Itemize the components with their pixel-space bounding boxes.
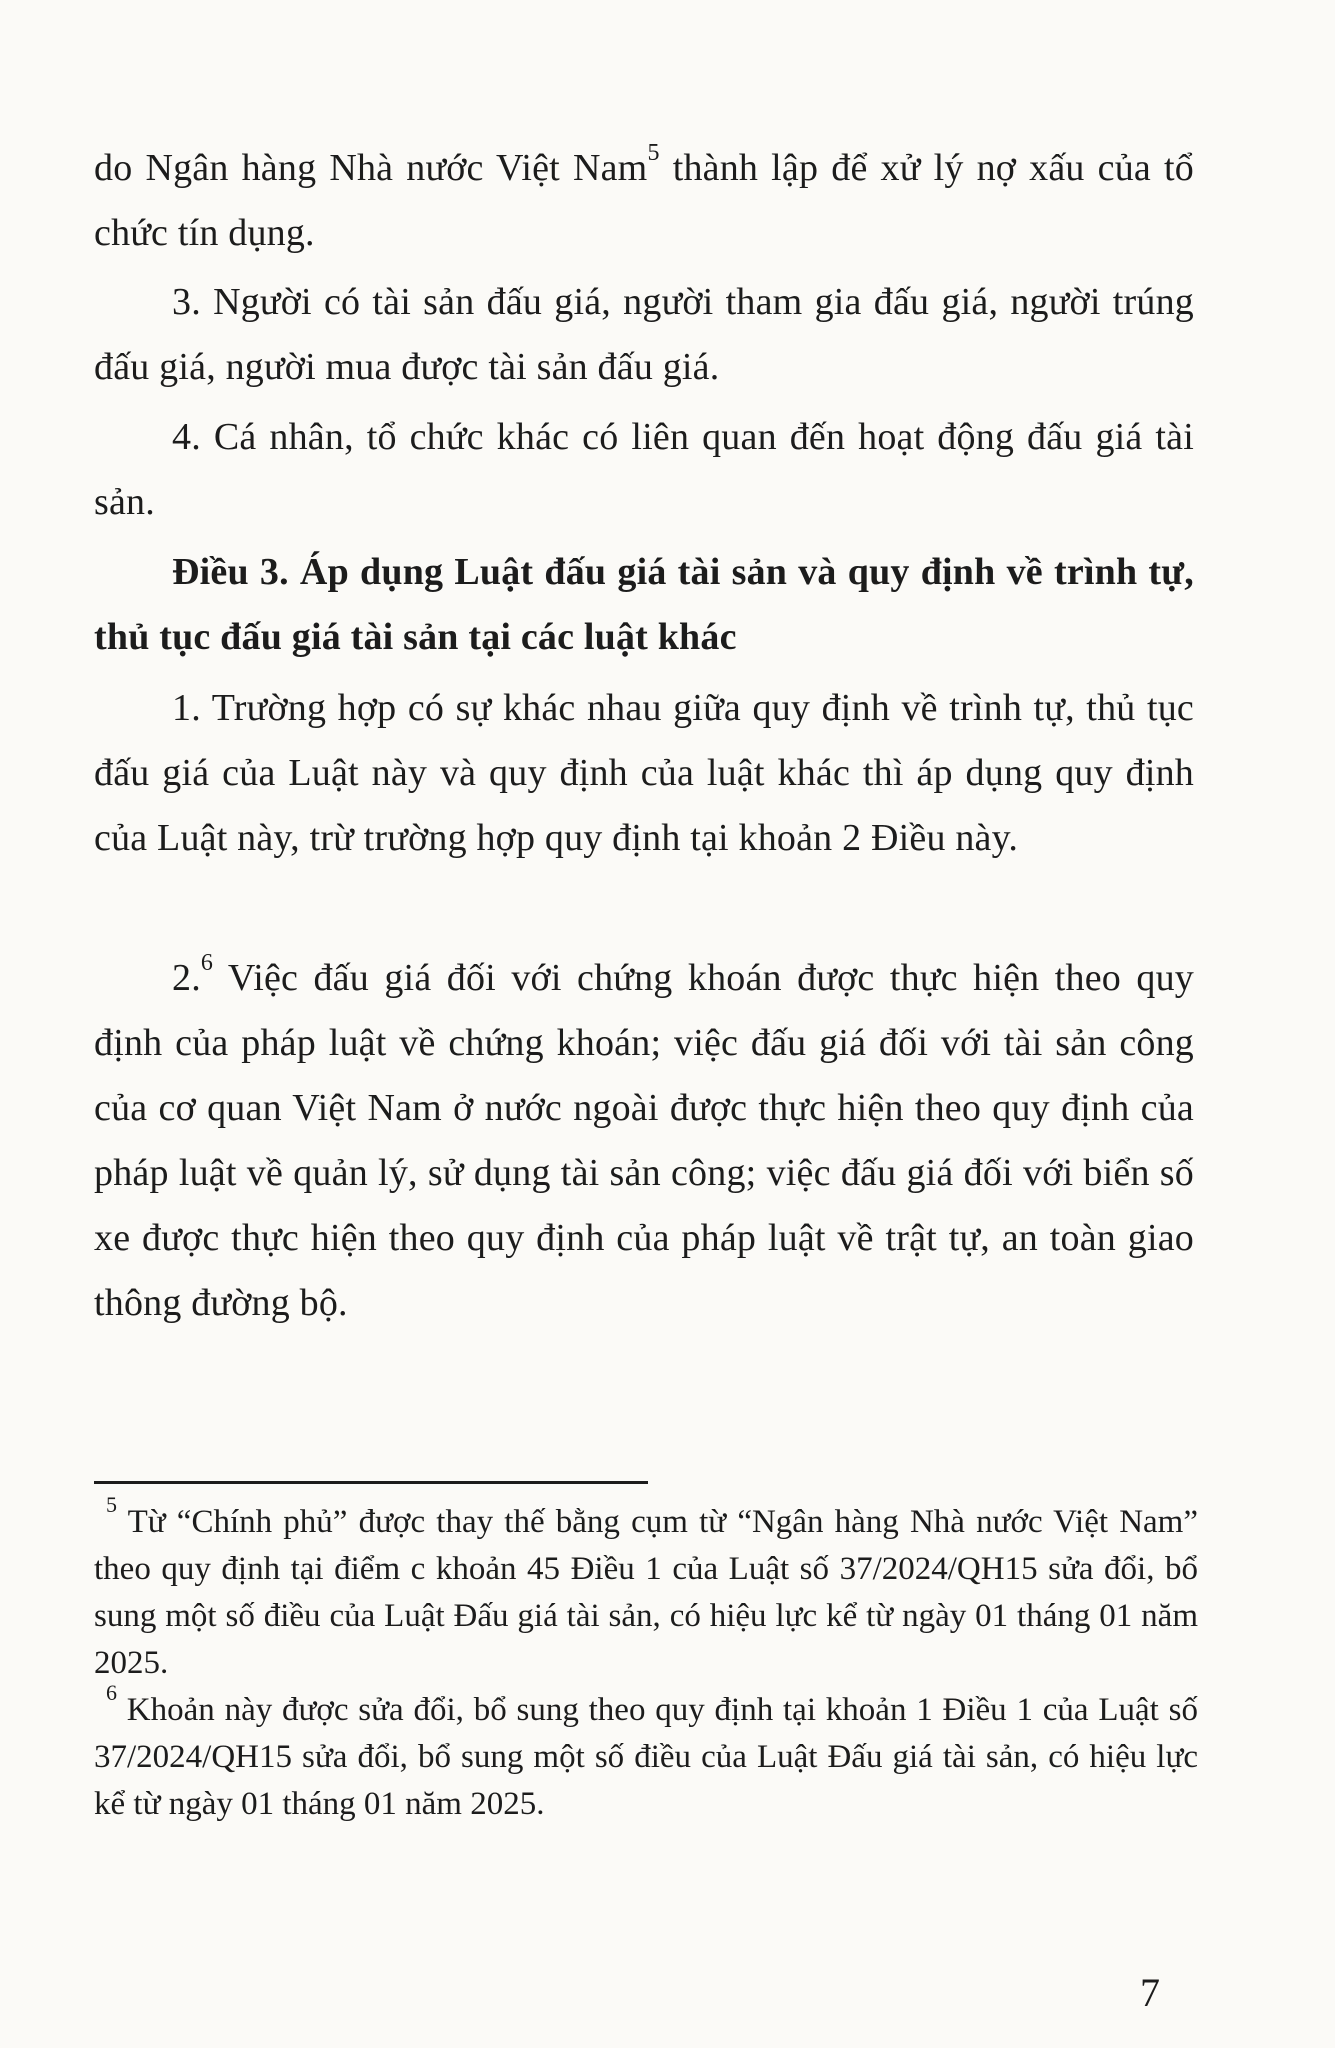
paragraph-continuation — [94, 136, 1194, 266]
footnote-ref-5[interactable]: 5 — [647, 140, 660, 167]
footnote-6 — [94, 1680, 1198, 1828]
paragraph-clause-4: 4. Cá nhân, tổ chức khác có liên quan đến hoạt động đấu giá tài sản. — [94, 416, 1194, 523]
footnote-ref-6[interactable]: 6 — [200, 950, 214, 977]
footnote-5 — [94, 1492, 1198, 1687]
footnote-text: Khoản này được sửa đổi, bổ sung theo quy định tại khoản 1 Điều 1 của Luật số 37/2024/QH15 sửa đổi, bổ sung một số điều của Luật Đấu giá tài sản, có hiệu lực kể từ ngày 01 tháng 01 năm 2025. — [94, 1692, 1198, 1822]
paragraph-text-after: thành lập để xử lý nợ xấu của tổ chức tín dụng. — [94, 147, 1194, 254]
article-heading: Điều 3. Áp dụng Luật đấu giá tài sản và quy định về trình tự, thủ tục đấu giá tài sản tại các luật khác — [94, 551, 1194, 658]
footnote-marker: 6 — [106, 1680, 117, 1705]
clause-number: 2. — [172, 957, 201, 999]
paragraph-article3-clause-1: 1. Trường hợp có sự khác nhau giữa quy định về trình tự, thủ tục đấu giá của Luật này và quy định của luật khác thì áp dụng quy định của Luật này, trừ trường hợp quy định tại khoản 2 Điều này. — [94, 687, 1194, 859]
clause-text: Việc đấu giá đối với chứng khoán được thực hiện theo quy định của pháp luật về chứng khoán; việc đấu giá đối với tài sản công của cơ quan Việt Nam ở nước ngoài được thực hiện theo quy định của pháp luật về quản lý, sử dụng tài sản công; việc đấu giá đối với biển số xe được thực hiện theo quy định của pháp luật về trật tự, an toàn giao thông đường bộ. — [94, 957, 1194, 1324]
footnote-separator — [94, 1481, 648, 1484]
footnote-marker: 5 — [106, 1492, 117, 1517]
paragraph-article3-clause-2 — [94, 946, 1194, 1336]
paragraph-text: do Ngân hàng Nhà nước Việt Nam — [94, 147, 648, 189]
paragraph-clause-3: 3. Người có tài sản đấu giá, người tham gia đấu giá, người trúng đấu giá, người mua được tài sản đấu giá. — [94, 281, 1194, 388]
footnote-text: Từ “Chính phủ” được thay thế bằng cụm từ “Ngân hàng Nhà nước Việt Nam” theo quy định tại điểm c khoản 45 Điều 1 của Luật số 37/2024/QH15 sửa đổi, bổ sung một số điều của Luật Đấu giá tài sản, có hiệu lực kể từ ngày 01 tháng 01 năm 2025. — [94, 1504, 1198, 1681]
page-number: 7 — [1140, 1970, 1160, 2015]
